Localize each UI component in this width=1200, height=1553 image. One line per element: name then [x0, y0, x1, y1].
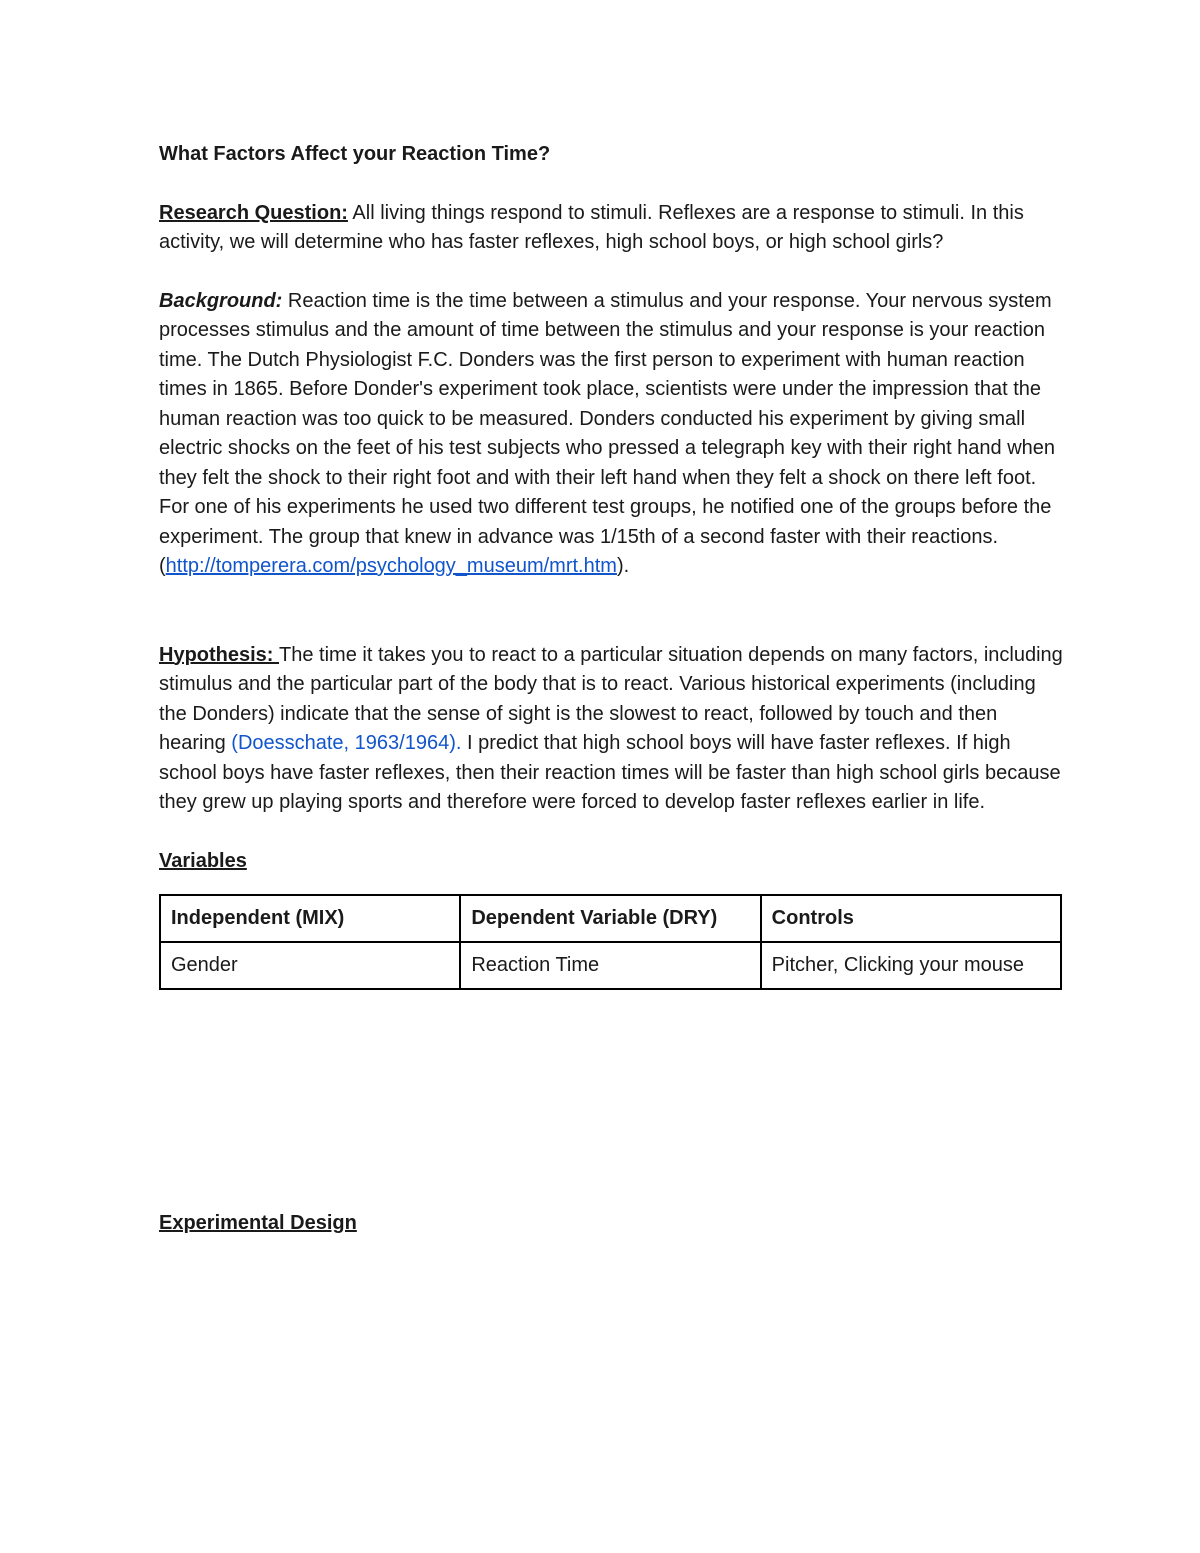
cell-independent: Gender [160, 942, 460, 989]
spacer [159, 582, 1064, 641]
hypothesis-label: Hypothesis: [159, 643, 280, 666]
cell-controls: Pitcher, Clicking your mouse [761, 942, 1061, 989]
source-link[interactable]: http://tomperera.com/psychology_museum/mrt.htm [165, 555, 617, 577]
document-page [159, 140, 1064, 1234]
background-text: Reaction time is the time between a stimulus and your response. Your nervous system processes stimulus and the amount of time between the stimulus and your response is your reaction time. The Dutch Physiologist F.C. Donders was the first person to experiment with human reaction times in 1865. Before Donder's experiment took place, scientists were under the impression that the human reaction was too quick to be measured. Donders conducted his experiment by giving small electric shocks on the feet of his test subjects who pressed a telegraph key with their right hand when they felt the shock to their right foot and with their left hand when they felt a shock on there left foot. For one of his experiments he used two different test groups, he notified one of the groups before the experiment. The group that knew in advance was 1/15th of a second faster with their reactions. [159, 289, 1056, 548]
link-close-paren: ). [616, 555, 630, 577]
variables-heading: Variables [159, 849, 247, 872]
hypothesis-paragraph [159, 641, 1064, 818]
header-independent: Independent (MIX) [160, 895, 460, 942]
research-question-text: All living things respond to stimuli. Reflexes are a response to stimuli. In this activity, we will determine who has faster reflexes, high school boys, or high school girls? [159, 201, 1024, 253]
research-question-label: Research Question: [159, 201, 348, 224]
research-question-paragraph [159, 199, 1064, 258]
experimental-design-heading: Experimental Design [159, 1212, 357, 1234]
hypothesis-text-before: The time it takes you to react to a particular situation depends on many factors, including stimulus and the particular part of the body that is to react. Various historical experiments (including the Donders) indicate that the sense of sight is the slowest to react, followed by touch and then hearing [159, 643, 1063, 754]
hypothesis-citation: (Doesschate, 1963/1964). [231, 732, 462, 754]
hypothesis-text-after: I predict that high school boys will have faster reflexes. If high school boys have faster reflexes, then their reaction times will be faster than high school girls because they grew up playing sports and therefore were forced to develop faster reflexes earlier in life. [159, 732, 1061, 813]
link-open-paren: ( [159, 555, 166, 577]
header-controls: Controls [761, 895, 1061, 942]
variables-table [159, 894, 1062, 990]
background-label: Background: [159, 289, 283, 312]
table-row [160, 942, 1061, 989]
document-title: What Factors Affect your Reaction Time? [159, 143, 551, 165]
background-paragraph [159, 287, 1064, 582]
cell-dependent: Reaction Time [460, 942, 760, 989]
header-dependent: Dependent Variable (DRY) [460, 895, 760, 942]
table-header-row [160, 895, 1061, 942]
